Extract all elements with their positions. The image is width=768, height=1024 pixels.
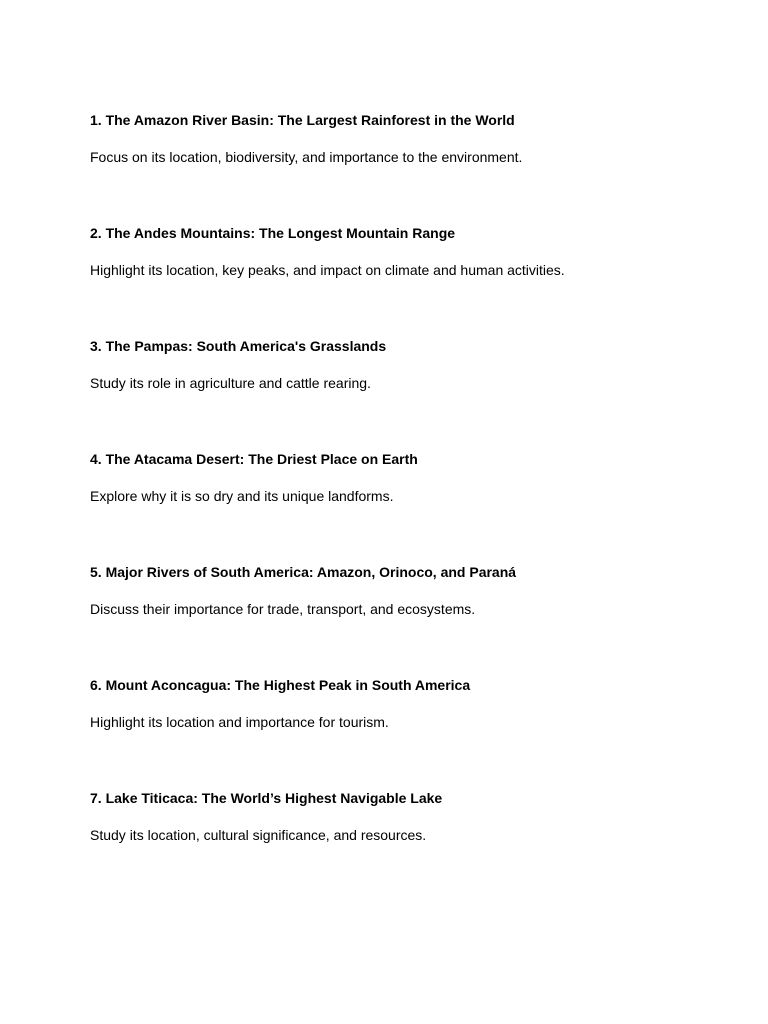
topic-description: Highlight its location, key peaks, and impact on climate and human activities. xyxy=(90,262,565,278)
topic-item-5 xyxy=(90,563,730,676)
topic-title: 4. The Atacama Desert: The Driest Place on Earth xyxy=(90,451,418,467)
topic-description: Focus on its location, biodiversity, and importance to the environment. xyxy=(90,149,523,165)
topic-title: 5. Major Rivers of South America: Amazon, Orinoco, and Paraná xyxy=(90,564,517,580)
topic-title: 2. The Andes Mountains: The Longest Mountain Range xyxy=(90,225,456,241)
topic-item-6 xyxy=(90,676,730,789)
topic-item-7 xyxy=(90,789,730,902)
topic-description: Highlight its location and importance for tourism. xyxy=(90,714,389,730)
topic-title: 3. The Pampas: South America's Grasslands xyxy=(90,338,387,354)
topic-item-2 xyxy=(90,224,730,337)
topic-title: 7. Lake Titicaca: The World’s Highest Navigable Lake xyxy=(90,790,443,806)
topic-title: 6. Mount Aconcagua: The Highest Peak in South America xyxy=(90,677,471,693)
topic-title: 1. The Amazon River Basin: The Largest Rainforest in the World xyxy=(90,112,515,128)
topic-item-4 xyxy=(90,450,730,563)
topic-description: Study its role in agriculture and cattle rearing. xyxy=(90,375,371,391)
topic-description: Study its location, cultural significance, and resources. xyxy=(90,827,427,843)
topic-description: Discuss their importance for trade, transport, and ecosystems. xyxy=(90,601,476,617)
topic-list xyxy=(90,111,730,902)
topic-description: Explore why it is so dry and its unique landforms. xyxy=(90,488,394,504)
topic-item-3 xyxy=(90,337,730,450)
topic-item-1 xyxy=(90,111,730,224)
